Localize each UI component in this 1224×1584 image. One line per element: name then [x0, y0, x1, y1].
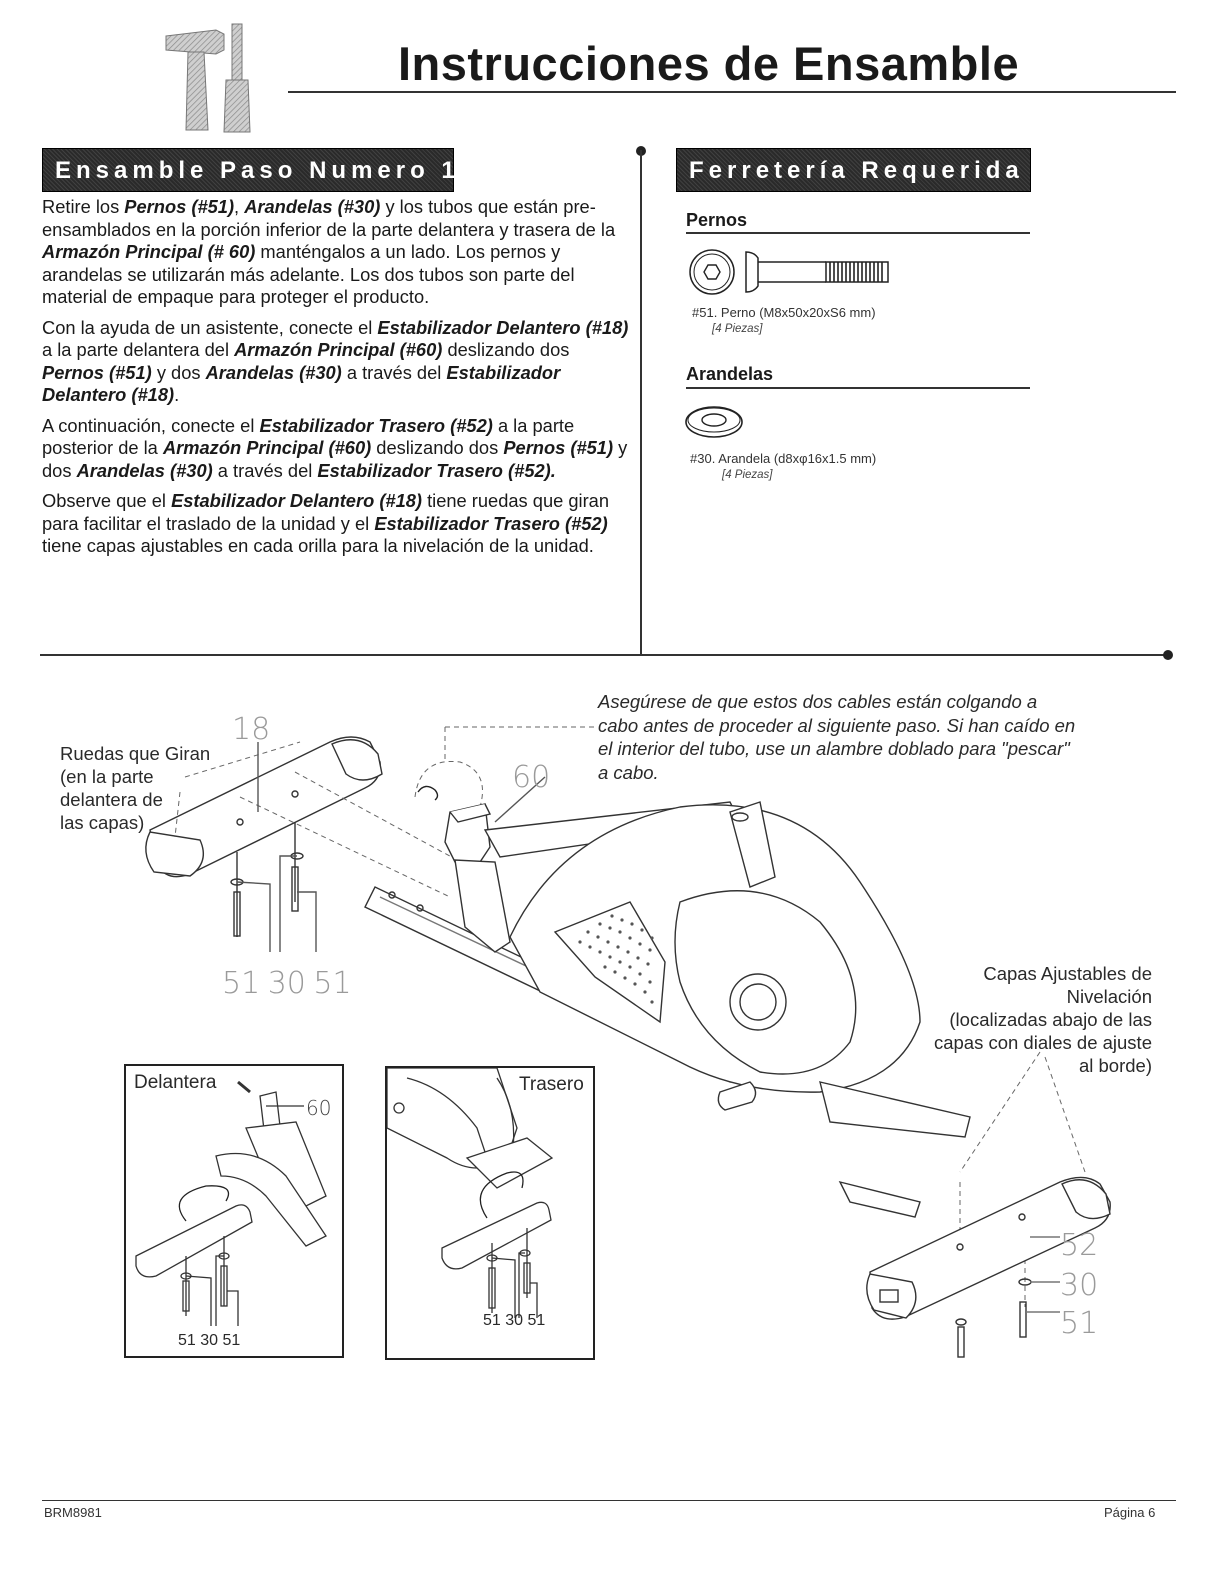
front-parts-numbers: 51 30 51 — [222, 966, 352, 1001]
emphasized-part-reference: Armazón Principal (#60) — [162, 437, 372, 458]
title-underline — [288, 91, 1176, 93]
inset-front-part-60: 60 — [306, 1096, 332, 1120]
step-banner: Ensamble Paso Numero 1 — [42, 148, 454, 192]
instruction-text: a través del — [212, 459, 318, 481]
emphasized-part-reference: Armazón Principal (#60) — [234, 339, 443, 360]
front-detail-inset — [124, 1064, 344, 1358]
instruction-paragraph-4 — [42, 490, 632, 558]
inset-front-title: Delantera — [134, 1072, 217, 1093]
hardware-banner: Ferretería Requerida — [676, 148, 1031, 192]
emphasized-part-reference: Arandelas (#30) — [205, 361, 342, 383]
bolt-quantity: [4 Piezas] — [712, 323, 763, 335]
inset-rear-parts: 51 30 51 — [483, 1312, 546, 1329]
column-divider — [640, 150, 642, 656]
emphasized-part-reference: Estabilizador Trasero (#52) — [374, 512, 608, 534]
step-instructions — [42, 196, 632, 566]
emphasized-part-reference: Estabilizador Delantero (#18) — [377, 316, 629, 338]
divider-dot — [1163, 650, 1173, 660]
page-number: Página 6 — [1104, 1505, 1156, 1520]
part-number-60: 60 — [512, 760, 551, 795]
instruction-text: y dos — [151, 361, 206, 383]
emphasized-part-reference: Pernos (#51) — [503, 437, 614, 458]
instruction-paragraph-2 — [42, 317, 632, 407]
instruction-text: a la parte delantera del — [42, 339, 235, 360]
instruction-text: Con la ayuda de un asistente, conecte el — [42, 316, 378, 338]
bolts-rule — [686, 232, 1030, 234]
emphasized-part-reference: Pernos (#51) — [42, 361, 152, 383]
emphasized-part-reference: Estabilizador Trasero (#52). — [317, 459, 556, 481]
part-number-30: 30 — [1060, 1268, 1099, 1303]
emphasized-part-reference: Armazón Principal (# 60) — [42, 241, 256, 262]
instruction-text: y dos — [42, 437, 628, 481]
tools-logo-icon — [158, 20, 268, 135]
cable-note: Asegúrese de que estos dos cables están colgando a cabo antes de proceder al siguiente paso. Si han caído en el interior del tubo, use un alambre doblado para "pescar" a cabo. — [598, 691, 1076, 783]
bolt-caption: #51. Perno (M8x50x20xS6 mm) — [692, 305, 876, 320]
leveling-caps-label: Capas Ajustables de Nivelación (localizadas abajo de las capas con diales de ajuste al borde) — [933, 963, 1152, 1076]
instruction-text: , — [234, 196, 245, 217]
bolts-heading: Pernos — [686, 210, 748, 230]
inset-front-parts: 51 30 51 — [178, 1332, 241, 1349]
emphasized-part-reference: Estabilizador Delantero (#18) — [42, 361, 561, 405]
emphasized-part-reference: Arandelas (#30) — [244, 196, 381, 217]
instruction-text: deslizando dos — [442, 339, 570, 360]
instruction-paragraph-1 — [42, 196, 632, 309]
instruction-text: Retire los — [42, 196, 125, 217]
emphasized-part-reference: Estabilizador Delantero (#18) — [171, 490, 422, 511]
instruction-text: . — [174, 384, 180, 405]
rear-detail-inset — [385, 1066, 595, 1360]
part-number-18: 18 — [232, 712, 271, 747]
emphasized-part-reference: Estabilizador Trasero (#52) — [259, 414, 493, 436]
part-number-51: 51 — [1060, 1306, 1099, 1341]
page-title: Instrucciones de Ensamble — [398, 37, 1020, 90]
instruction-paragraph-3 — [42, 415, 632, 483]
section-divider — [40, 654, 1168, 656]
washers-heading: Arandelas — [686, 364, 774, 384]
instruction-text: Observe que el — [42, 490, 172, 511]
instruction-text: a la parte posterior de la — [42, 414, 575, 458]
footer-rule — [42, 1500, 1176, 1501]
front-wheels-label: Ruedas que Giran (en la parte delantera de las capas) — [60, 743, 211, 833]
bolt-icon — [686, 244, 916, 302]
instruction-text: manténgalos a un lado. Los pernos y arandelas se utilizarán más adelante. Los dos tubos son parte del material de empaque para proteger el producto. — [42, 241, 575, 307]
washer-quantity: [4 Piezas] — [722, 469, 773, 481]
part-number-52: 52 — [1060, 1228, 1099, 1263]
instruction-text: y los tubos que están pre-ensamblados en la porción inferior de la parte delantera y trasera de la — [42, 196, 616, 240]
emphasized-part-reference: Arandelas (#30) — [76, 459, 213, 481]
instruction-text: A continuación, conecte el — [42, 414, 260, 436]
washers-rule — [686, 387, 1030, 389]
model-number: BRM8981 — [44, 1505, 102, 1520]
instruction-text: tiene capas ajustables en cada orilla para la nivelación de la unidad. — [42, 535, 594, 556]
instruction-text: tiene ruedas que giran para facilitar el traslado de la unidad y el — [42, 490, 610, 534]
inset-rear-title: Trasero — [519, 1074, 584, 1095]
washer-icon — [680, 402, 750, 442]
emphasized-part-reference: Pernos (#51) — [124, 196, 235, 217]
instruction-text: a través del — [341, 361, 447, 383]
instruction-text: deslizando dos — [371, 437, 504, 458]
washer-caption: #30. Arandela (d8xφ16x1.5 mm) — [690, 451, 877, 466]
